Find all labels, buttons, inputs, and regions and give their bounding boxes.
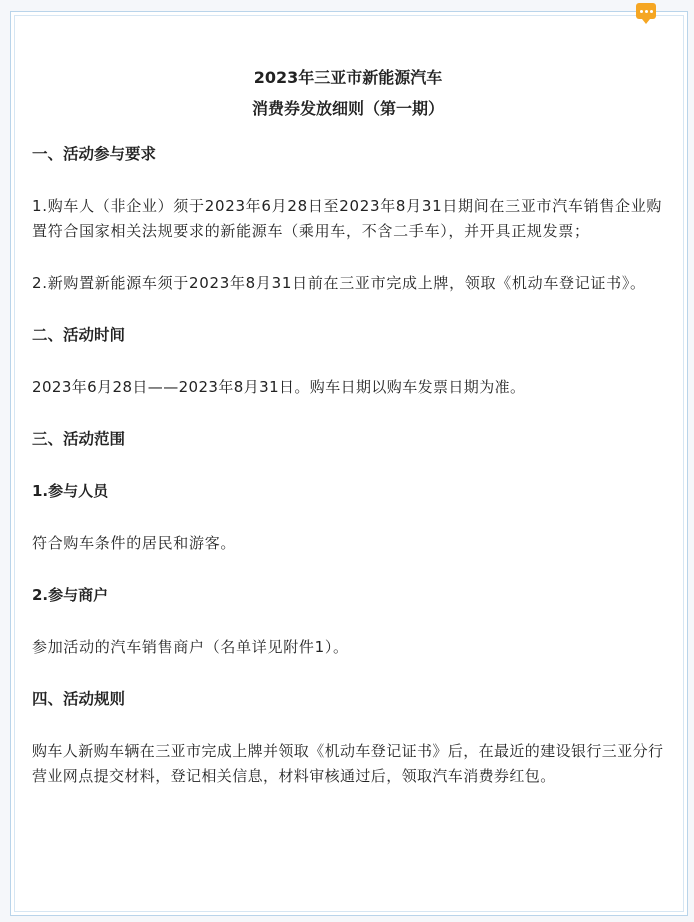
badge-dot — [640, 10, 643, 13]
paragraph-requirement-2: 2.新购置新能源车须于2023年8月31日前在三亚市完成上牌，领取《机动车登记证书》。 — [32, 274, 646, 292]
badge-dot — [645, 10, 648, 13]
section-heading-rules: 四、活动规则 — [32, 690, 126, 708]
section-heading-time: 二、活动时间 — [32, 326, 126, 344]
title-line-2: 消费券发放细则（第一期） — [251, 99, 444, 118]
paragraph-requirement-1: 1.购车人（非企业）须于2023年6月28日至2023年8月31日期间在三亚市汽车销售企业购置符合国家相关法规要求的新能源车（乘用车，不含二手车），并开具正规发票； — [32, 197, 663, 240]
subheading-merchants: 2.参与商户 — [32, 586, 109, 604]
paragraph-merchants: 参加活动的汽车销售商户（名单详见附件1）。 — [32, 638, 349, 656]
title-line-1: 2023年三亚市新能源汽车 — [253, 68, 443, 87]
document-title — [32, 62, 664, 124]
section-heading-requirements: 一、活动参与要求 — [32, 145, 157, 163]
document-content — [32, 62, 664, 816]
badge-dot — [650, 10, 653, 13]
section-heading-scope: 三、活动范围 — [32, 430, 126, 448]
comment-bubble-icon[interactable] — [636, 3, 656, 19]
paragraph-time: 2023年6月28日——2023年8月31日。购车日期以购车发票日期为准。 — [32, 378, 526, 396]
paragraph-participants: 符合购车条件的居民和游客。 — [32, 534, 237, 552]
subheading-participants: 1.参与人员 — [32, 482, 109, 500]
paragraph-rules: 购车人新购车辆在三亚市完成上牌并领取《机动车登记证书》后，在最近的建设银行三亚分行营业网点提交材料，登记相关信息，材料审核通过后，领取汽车消费券红包。 — [32, 742, 664, 785]
